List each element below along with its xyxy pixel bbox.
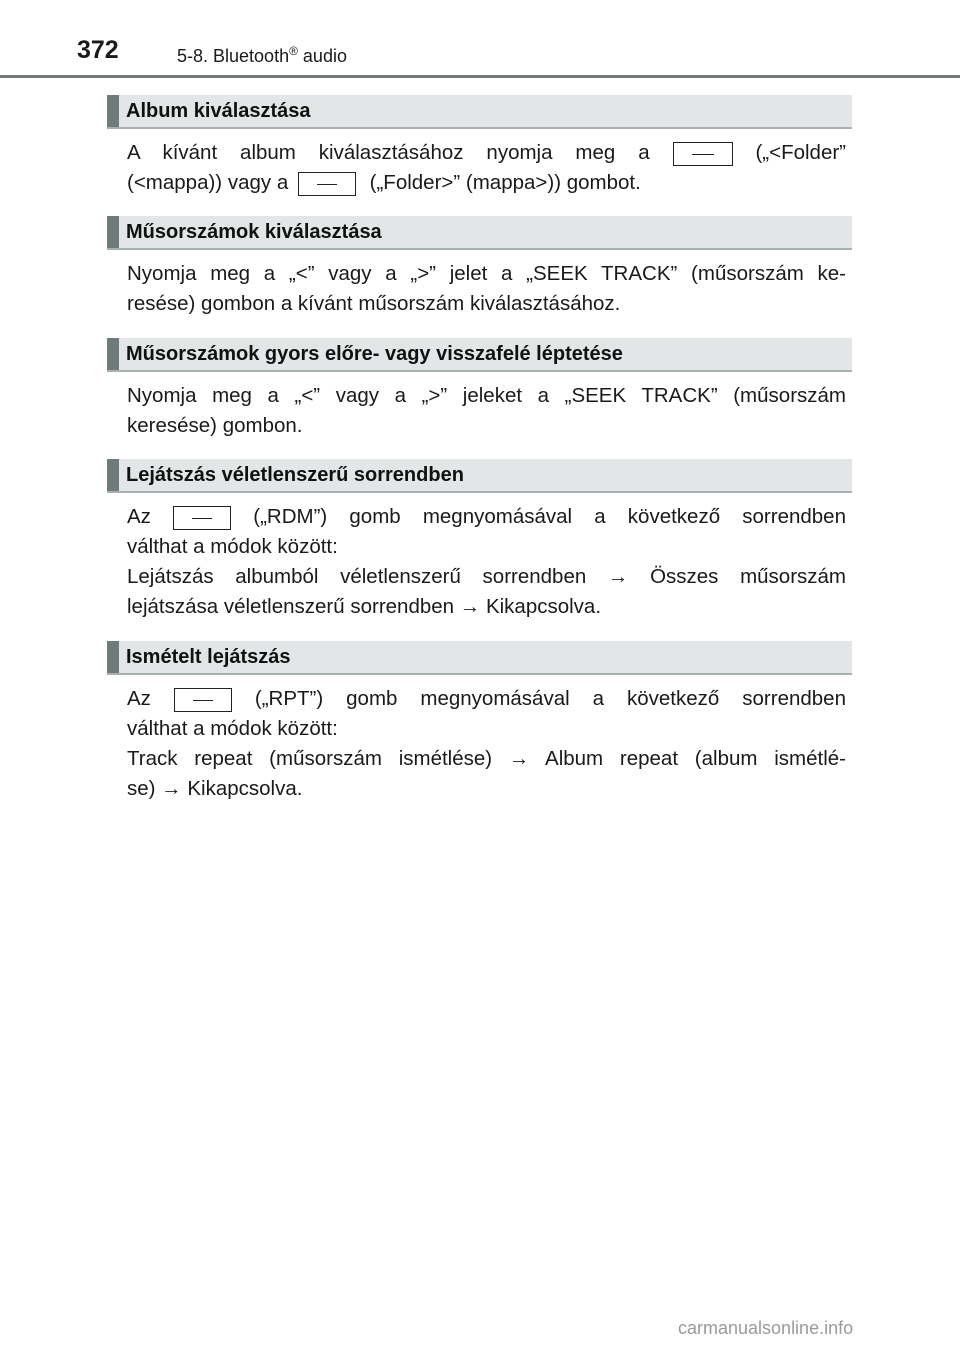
header-rule — [0, 75, 960, 78]
folder-down-button-icon — [298, 172, 356, 196]
heading-tracks — [107, 216, 852, 250]
text-line: resése) gombon a kívánt műsorszám kiválasztásához. — [127, 292, 621, 315]
text-line: Track repeat (műsorszám ismétlése) → Album repeat (album ismétlé- — [127, 747, 846, 770]
text-line: Nyomja meg a „<” vagy a „>” jelet a „SEEK TRACK” (műsorszám ke- — [127, 262, 846, 285]
rdm-button-icon — [173, 506, 231, 530]
heading-random — [107, 459, 852, 493]
text: Az — [127, 505, 151, 528]
text-line: se) → Kikapcsolva. — [127, 777, 303, 800]
heading-text: Műsorszámok kiválasztása — [126, 221, 382, 243]
text: („<Folder” — [755, 141, 847, 164]
heading-text: Lejátszás véletlenszerű sorrendben — [126, 464, 464, 486]
text: („Folder>” (mappa>)) gombot. — [369, 171, 641, 194]
folder-up-button-icon — [673, 142, 733, 166]
text-line: Nyomja meg a „<” vagy a „>” jeleket a „SEEK TRACK” (műsorszám — [127, 384, 846, 407]
text: A kívánt album kiválasztásához nyomja meg a — [127, 141, 650, 164]
text-line: Lejátszás albumból véletlenszerű sorrendben → Összes műsorszám — [127, 565, 846, 588]
text-line: válthat a módok között: — [127, 535, 338, 558]
section-title — [177, 44, 347, 67]
text-line — [127, 687, 846, 712]
section-label: 5-8. Bluetooth — [177, 46, 290, 66]
heading-repeat — [107, 641, 852, 675]
heading-text: Műsorszámok gyors előre- vagy visszafelé léptetése — [126, 343, 623, 365]
page-number: 372 — [77, 36, 119, 64]
rpt-button-icon — [174, 688, 232, 712]
text-line — [127, 505, 846, 530]
watermark: carmanualsonline.info — [678, 1318, 854, 1338]
heading-text: Ismételt lejátszás — [126, 646, 291, 668]
heading-text: Album kiválasztása — [126, 100, 311, 122]
text-line: lejátszása véletlenszerű sorrendben → Kikapcsolva. — [127, 595, 602, 618]
text-line — [127, 171, 846, 196]
registered-mark: ® — [289, 44, 298, 58]
heading-fast — [107, 338, 852, 372]
heading-album — [107, 95, 852, 129]
text-line — [127, 141, 846, 166]
text: (<mappa)) vagy a — [127, 171, 289, 194]
text: („RPT”) gomb megnyomásával a következő sorrendben — [254, 687, 846, 710]
text: („RDM”) gomb megnyomásával a következő sorrendben — [253, 505, 846, 528]
text: Az — [127, 687, 151, 710]
text-line: keresése) gombon. — [127, 414, 303, 437]
text-line: válthat a módok között: — [127, 717, 338, 740]
section-label-tail: audio — [297, 46, 347, 66]
